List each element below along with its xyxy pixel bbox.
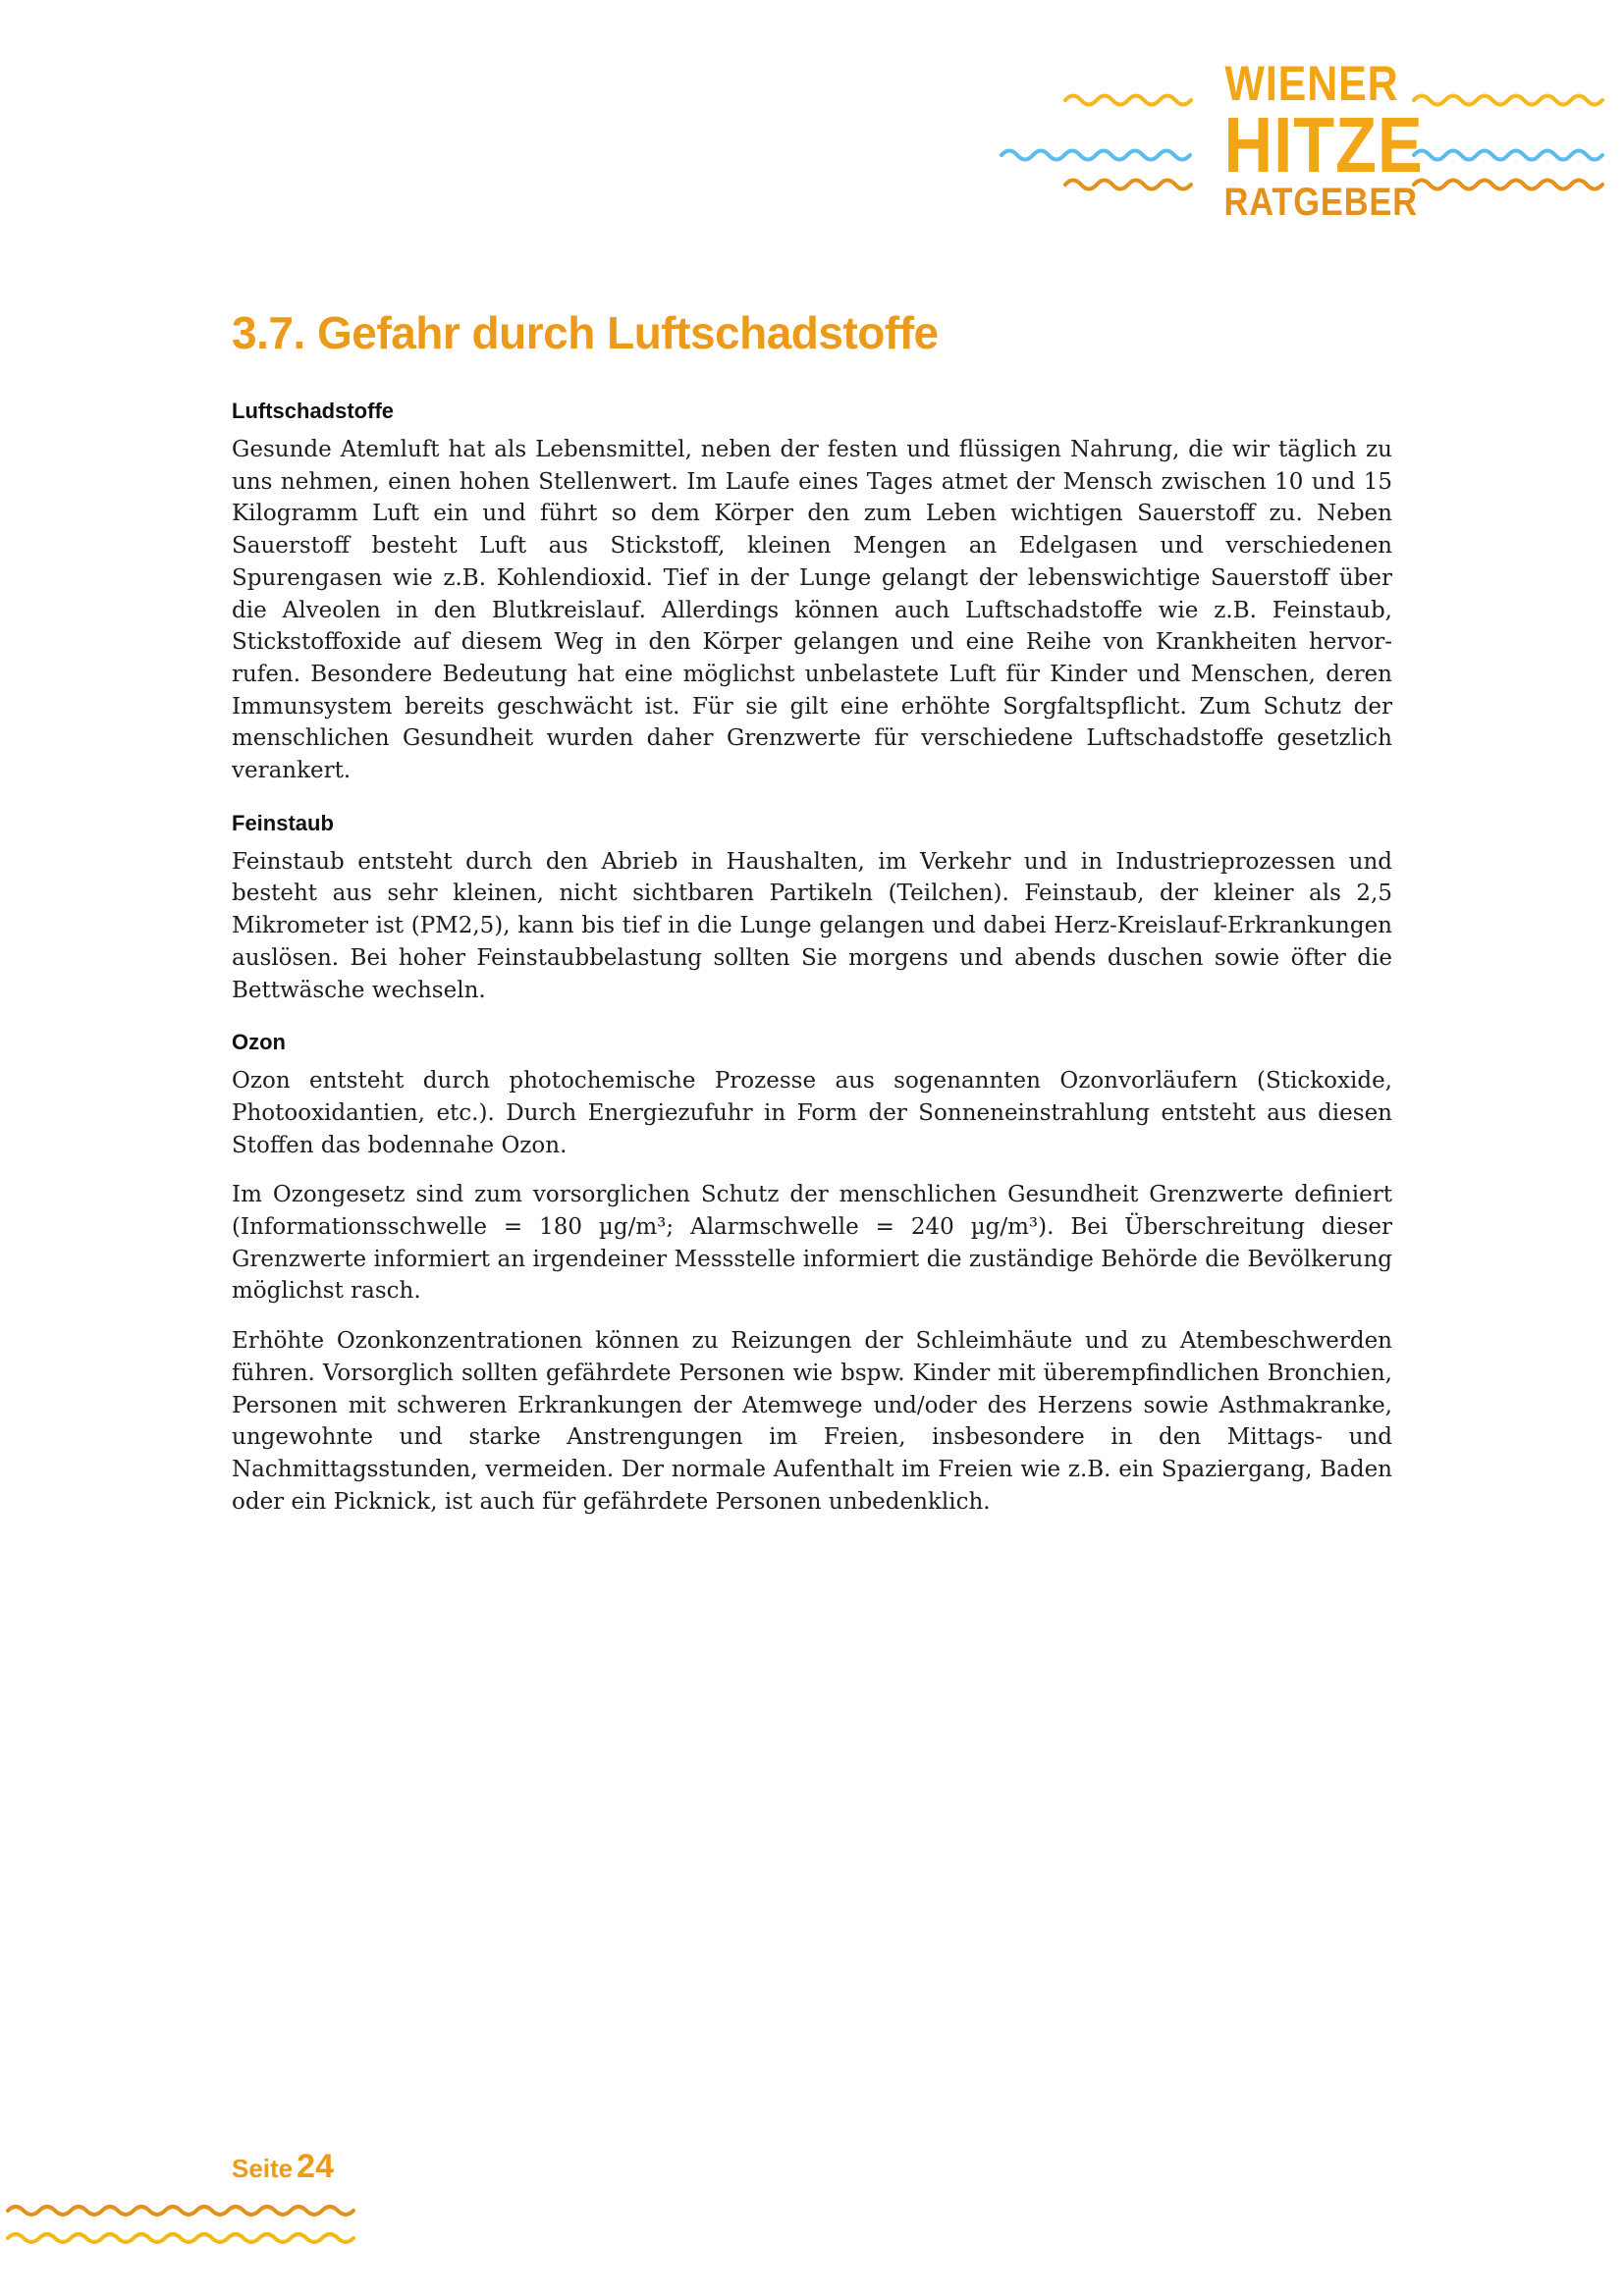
logo-line-hitze: HITZE [1223, 101, 1424, 188]
section-heading: Ozon [232, 1030, 286, 1055]
section-ozon [232, 1030, 1392, 1518]
section-heading: Feinstaub [232, 810, 334, 835]
wiener-hitze-ratgeber-logo [992, 56, 1620, 236]
page-title: 3.7. Gefahr durch Luftschadstoffe [232, 307, 939, 358]
section-heading: Luftschadstoffe [232, 399, 394, 423]
footer-waves-icon [0, 2197, 393, 2256]
paragraph: Gesunde Atemluft hat als Lebensmittel, neben der festen und flüssigen Nahrung, die wir täglich zu uns nehmen, einen hohen Stellenwert. Im Laufe eines Tages atmet der Mensch zwischen 10 und 15 Kilogramm Luft ein und führt so dem Körper den zum Leben wichtigen Sauerstoff zu. Neben Sauerstoff besteht Luft aus Stickstoff, kleinen Mengen an Edelgasen und verschiedenen Spurengasen wie z.B. Kohlendioxid. Tief in der Lunge gelangt der lebenswichtige Sauerstoff über die Alveolen in den Blutkreislauf. Allerdings können auch Luftschadstoffe wie z.B. Feinstaub, Stickstoffoxide auf diesem Weg in den Körper gelangen und eine Reihe von Krankheiten hervorrufen. Besondere Bedeutung hat eine möglichst unbelastete Luft für Kinder und Menschen, deren Immunsystem bereits geschwächt ist. Für sie gilt eine erhöhte Sorgfaltspflicht. Zum Schutz der menschlichen Gesundheit wurden daher Grenzwerte für verschiedene Luftschadstoffe gesetzlich verankert. [232, 437, 1392, 784]
page-label: Seite [232, 2154, 294, 2183]
page-footer [232, 2148, 334, 2186]
paragraph: Ozon entsteht durch photochemische Prozesse aus sogenannten Ozonvorläufern (Stickoxide, Photooxidantien, etc.). Durch Energiezufuhr in Form der Sonneneinstrahlung entsteht aus diesen Stoffen das bodennahe Ozon. [232, 1068, 1392, 1158]
logo-line-wiener: WIENER [1224, 56, 1399, 111]
paragraph: Erhöhte Ozonkonzentrationen können zu Reizungen der Schleimhäute und zu Atembeschwerden führen. Vorsorglich sollten gefährdete Personen wie bspw. Kinder mit überempfindlichen Bronchien, Personen mit schweren Erkrankungen der Atemwege und/oder des Herzens sowie Asthmakranke, ungewohnte und starke Anstrengungen im Freien, insbesondere in den Mittags- und Nachmittagsstunden, vermeiden. Der normale Aufenthalt im Freien wie z.B. ein Spaziergang, Baden oder ein Picknick, ist auch für gefährdete Personen unbedenklich. [232, 1328, 1392, 1515]
paragraph: Feinstaub entsteht durch den Abrieb in Haushalten, im Verkehr und in Industrieprozessen und besteht aus sehr kleinen, nicht sichtbaren Partikeln (Teilchen). Feinstaub, der kleiner als 2,5 Mikrometer ist (PM2,5), kann bis tief in die Lunge gelangen und dabei Herz-Kreislauf-Erkrankungen auslösen. Bei hoher Feinstaubbelastung sollten Sie morgens und abends duschen sowie öfter die Bettwäsche wechseln. [232, 848, 1392, 1003]
page-number: 24 [297, 2148, 334, 2185]
paragraph: Im Ozongesetz sind zum vorsorglichen Schutz der menschlichen Gesundheit Grenzwerte definiert (Informationsschwelle = 180 µg/m³; Alarmschwelle = 240 µg/m³). Bei Überschreitung dieser Grenzwerte informiert an irgendeiner Messstelle informiert die zuständige Behörde die Bevölkerung möglichst rasch. [232, 1182, 1392, 1305]
logo-line-ratgeber: RATGEBER [1223, 181, 1418, 224]
main-content [232, 306, 1392, 1541]
section-luftschadstoffe [232, 399, 1392, 787]
section-feinstaub [232, 811, 1392, 1007]
